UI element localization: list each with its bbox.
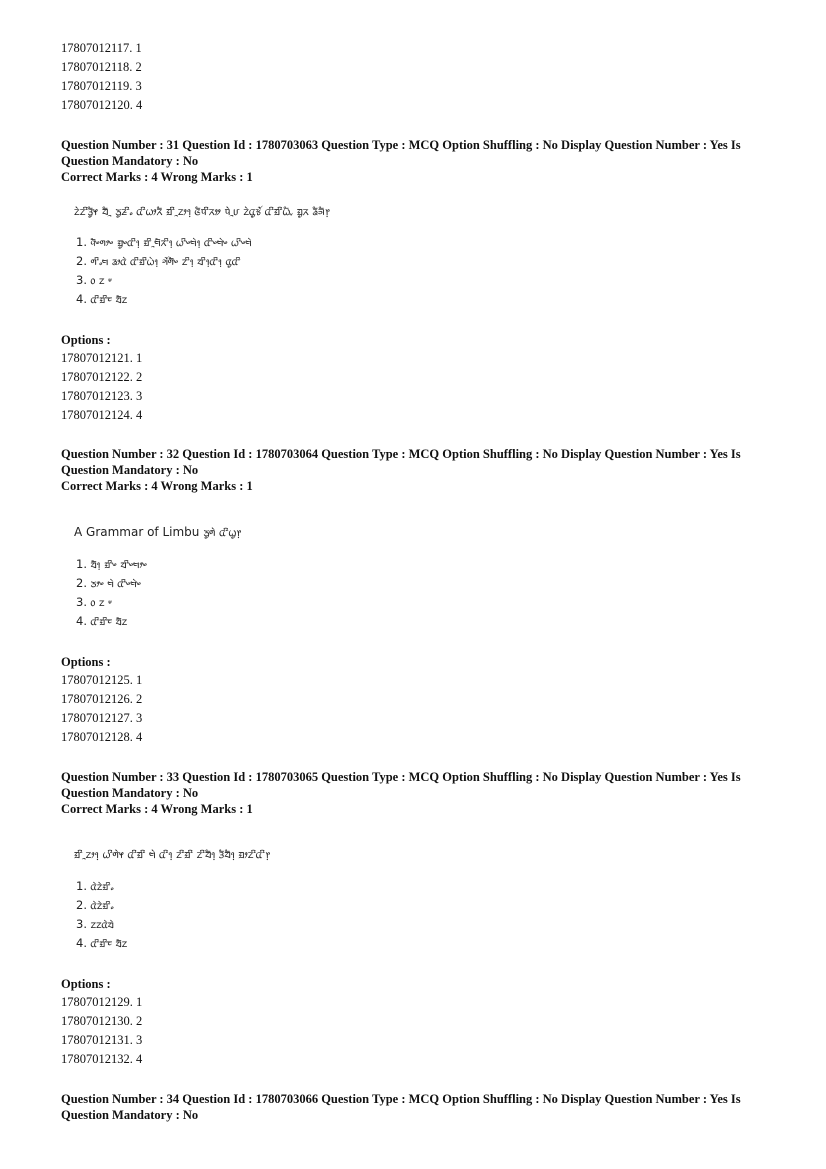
question-text: ᤁᤧᤁᤡᤋᤢᤠᤶ ᤔᤠᤳ ᤍᤢᤏᤡᤱ ᤂᤡᤐᤣᤖᤠ ᤀᤡᤳᤁᤣ᥄ ᤜᤠᤄᤡᤖᤤ ᤄᤧᤳᤙ ᤁᤧᤂᤢᤃᤨ ᤂᤡᤀᤡᤐᤩᤠ ᤀᤢᤖ ᤕᤠᤈᤠ᥅ <box>74 204 330 218</box>
option-line: 17807012125. 1 <box>61 673 143 687</box>
option-line: 17807012126. 2 <box>61 692 143 706</box>
question-header: Question Number : 34 Question Id : 1780703066 Question Type : MCQ Option Shuffling : No Display Question Number : Yes Is <box>61 1092 741 1106</box>
question-header: Question Number : 33 Question Id : 1780703065 Question Type : MCQ Option Shuffling : No Display Question Number : Yes Is <box>61 770 741 784</box>
question-text: A Grammar of Limbu ᤍᤢᤛᤧ ᤂᤡᤐᤢ᥅ <box>74 525 242 539</box>
question-marks: Correct Marks : 4 Wrong Marks : 1 <box>61 170 253 184</box>
answer-option: 1. ᤔᤠ᥄ ᤀᤡᤴ ᤔᤡᤴᤗᤣᤴ <box>76 557 148 571</box>
answer-option: 4. ᤂᤡᤀᤡᤰ ᤔᤠᤁ <box>76 936 128 950</box>
answer-option: 3. ᥆ ᤁ ᤸ <box>76 273 112 287</box>
question-marks: Correct Marks : 4 Wrong Marks : 1 <box>61 479 253 493</box>
answer-option: 2. ᤍᤣᤴ ᤗᤧ ᤂᤡᤴᤗᤧᤴ <box>76 576 142 590</box>
option-line: 17807012118. 2 <box>61 60 142 74</box>
question-header: Question Number : 32 Question Id : 1780703064 Question Type : MCQ Option Shuffling : No Display Question Number : Yes Is <box>61 447 741 461</box>
option-line: 17807012120. 4 <box>61 98 143 112</box>
option-line: 17807012121. 1 <box>61 351 143 365</box>
option-line: 17807012119. 3 <box>61 79 142 93</box>
option-line: 17807012131. 3 <box>61 1033 143 1047</box>
options-label: Options : <box>61 333 111 347</box>
question-header-cont: Question Mandatory : No <box>61 786 199 800</box>
question-header-cont: Question Mandatory : No <box>61 154 199 168</box>
option-line: 17807012128. 4 <box>61 730 143 744</box>
option-line: 17807012129. 1 <box>61 995 143 1009</box>
question-header-cont: Question Mandatory : No <box>61 1108 199 1122</box>
option-line: 17807012124. 4 <box>61 408 143 422</box>
option-line: 17807012117. 1 <box>61 41 142 55</box>
options-label: Options : <box>61 977 111 991</box>
question-text: ᤀᤡᤳᤁᤣ᥄ ᤐᤡᤛᤧᤶ ᤂᤡᤀᤡ ᤗᤧ ᤂᤡ᥄ ᤁᤡᤀᤡ ᤁᤡᤔᤠ᥄ ᤋᤠᤔᤠ᥄ ᤀᤣᤁᤡᤂᤡ᥅ <box>74 847 271 861</box>
answer-option: 1. ᤂᤧᤁᤧᤀᤡᤱ <box>76 879 114 893</box>
answer-option: 4. ᤂᤡᤀᤡᤰ ᤔᤠᤁ <box>76 614 128 628</box>
answer-option: 4. ᤂᤡᤀᤡᤰ ᤔᤠᤁ <box>76 292 128 306</box>
option-line: 17807012122. 2 <box>61 370 143 384</box>
question-marks: Correct Marks : 4 Wrong Marks : 1 <box>61 802 253 816</box>
question-header: Question Number : 31 Question Id : 1780703063 Question Type : MCQ Option Shuffling : No Display Question Number : Yes Is <box>61 138 741 152</box>
answer-option: 3. ᥆ ᤁ ᤸ <box>76 595 112 609</box>
option-line: 17807012127. 3 <box>61 711 143 725</box>
question-header-cont: Question Mandatory : No <box>61 463 199 477</box>
answer-option: 2. ᤂᤧᤁᤧᤀᤡᤱ <box>76 898 114 912</box>
option-line: 17807012130. 2 <box>61 1014 143 1028</box>
option-line: 17807012132. 4 <box>61 1052 143 1066</box>
answer-option: 3. ᤁᤁᤂᤧᤔᤧ <box>76 917 114 931</box>
options-label: Options : <box>61 655 111 669</box>
answer-option: 2. ᤛᤡᤱᤗ ᤕᤣᤂᤧ ᤂᤡᤀᤡᤐᤧ᥄ ᤆᤨᤛᤠᤴ ᤁᤡ᥄ ᤔᤡ᥄ᤂᤡ᥄ ᤂᤢᤂᤡ <box>76 254 241 268</box>
option-line: 17807012123. 3 <box>61 389 143 403</box>
answer-option: 1. ᤚᤠᤴᤛᤣᤴ ᤀᤢᤴᤂᤡ᥄ ᤀᤡᤳᤗᤠᤖᤡ᥄ ᤐᤡᤴᤗᤧ᥄ ᤂᤡᤴᤗᤧᤴ ᤐᤡᤴᤗᤧ <box>76 235 252 249</box>
